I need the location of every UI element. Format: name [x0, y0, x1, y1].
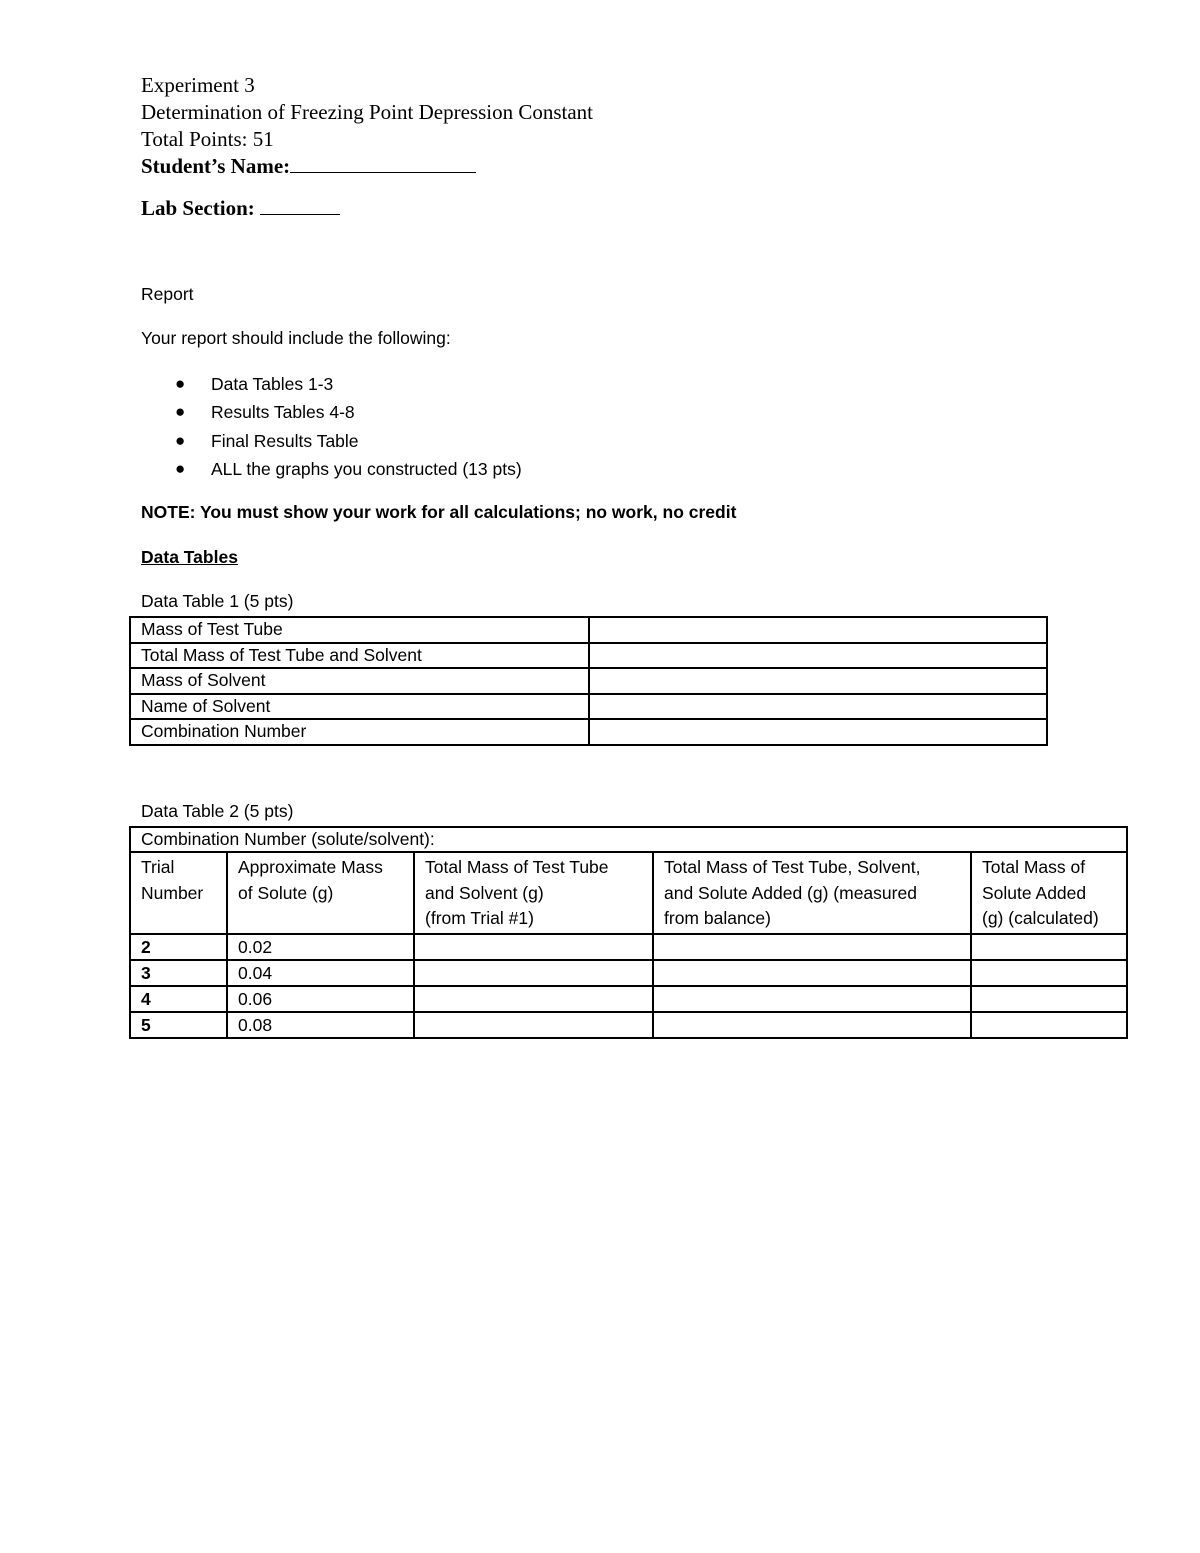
approx-mass-cell: 0.06	[227, 986, 414, 1012]
bullet-icon: ●	[175, 374, 186, 393]
column-header-trial: Trial Number	[130, 852, 227, 934]
combination-number-cell: Combination Number (solute/solvent):	[130, 827, 1127, 852]
experiment-number: Experiment 3	[141, 73, 255, 97]
report-intro: Your report should include the following:	[141, 328, 451, 348]
table-cell-input[interactable]	[589, 668, 1047, 694]
table-cell-input[interactable]	[589, 694, 1047, 720]
report-include-list	[141, 372, 522, 485]
student-name-label: Student’s Name:	[141, 154, 291, 178]
table-cell-input[interactable]	[589, 643, 1047, 669]
data-tables-heading: Data Tables	[141, 547, 238, 567]
table-row	[130, 719, 1047, 745]
lab-section-label: Lab Section:	[141, 196, 255, 220]
table-row	[130, 694, 1047, 720]
table-cell-input[interactable]	[414, 934, 653, 960]
list-item: ● Results Tables 4-8	[175, 402, 355, 423]
lab-section-line	[141, 196, 340, 221]
document-header	[141, 72, 593, 180]
table-row	[130, 960, 1127, 986]
bullet-icon: ●	[175, 458, 186, 478]
total-points: Total Points: 51	[141, 127, 274, 151]
bullet-icon: ●	[175, 430, 186, 450]
table-row	[130, 986, 1127, 1012]
table-row	[130, 827, 1127, 852]
table-cell-input[interactable]	[414, 960, 653, 986]
bullet-icon: ●	[175, 402, 186, 422]
table-cell-input[interactable]	[414, 1012, 653, 1038]
table-row	[130, 643, 1047, 669]
data-table-2	[129, 826, 1128, 1039]
column-header-mass-measured: Total Mass of Test Tube, Solvent, and Solute Added (g) (measured from balance)	[653, 852, 971, 934]
approx-mass-cell: 0.04	[227, 960, 414, 986]
table-row	[130, 617, 1047, 643]
table-cell-input[interactable]	[653, 986, 971, 1012]
column-header-solute-added: Total Mass of Solute Added (g) (calculated)	[971, 852, 1127, 934]
list-item: ● ALL the graphs you constructed (13 pts)	[175, 458, 522, 479]
column-header-approx-mass: Approximate Mass of Solute (g)	[227, 852, 414, 934]
table-cell-input[interactable]	[971, 960, 1127, 986]
table-cell-input[interactable]	[971, 986, 1127, 1012]
table-cell-input[interactable]	[589, 719, 1047, 745]
data-table-2-caption: Data Table 2 (5 pts)	[141, 801, 294, 821]
data-table-1	[129, 616, 1048, 746]
trial-number-cell: 4	[130, 986, 227, 1012]
table-cell-label: Mass of Test Tube	[130, 617, 589, 643]
column-header-mass-tube-solvent: Total Mass of Test Tube and Solvent (g) (from Trial #1)	[414, 852, 653, 934]
table-cell-input[interactable]	[589, 617, 1047, 643]
table-row	[130, 1012, 1127, 1038]
student-name-blank	[290, 171, 476, 173]
work-note: NOTE: You must show your work for all calculations; no work, no credit	[141, 502, 737, 522]
list-item: ● Data Tables 1-3	[175, 374, 334, 394]
table-cell-label: Combination Number	[130, 719, 589, 745]
student-name-line	[141, 153, 593, 180]
table-cell-input[interactable]	[971, 1012, 1127, 1038]
lab-section-blank	[260, 213, 340, 215]
trial-number-cell: 5	[130, 1012, 227, 1038]
table-cell-input[interactable]	[971, 934, 1127, 960]
report-heading: Report	[141, 284, 194, 304]
table-cell-input[interactable]	[653, 934, 971, 960]
approx-mass-cell: 0.08	[227, 1012, 414, 1038]
experiment-title: Determination of Freezing Point Depression Constant	[141, 100, 594, 124]
table-row	[130, 668, 1047, 694]
trial-number-cell: 3	[130, 960, 227, 986]
approx-mass-cell: 0.02	[227, 934, 414, 960]
table-cell-label: Total Mass of Test Tube and Solvent	[130, 643, 589, 669]
table-header-row	[130, 852, 1127, 934]
trial-number-cell: 2	[130, 934, 227, 960]
table-cell-label: Name of Solvent	[130, 694, 589, 720]
table-cell-input[interactable]	[653, 1012, 971, 1038]
table-cell-input[interactable]	[414, 986, 653, 1012]
list-item: ● Final Results Table	[175, 430, 359, 451]
table-cell-label: Mass of Solvent	[130, 668, 589, 694]
table-cell-input[interactable]	[653, 960, 971, 986]
data-table-1-caption: Data Table 1 (5 pts)	[141, 591, 294, 611]
table-row	[130, 934, 1127, 960]
